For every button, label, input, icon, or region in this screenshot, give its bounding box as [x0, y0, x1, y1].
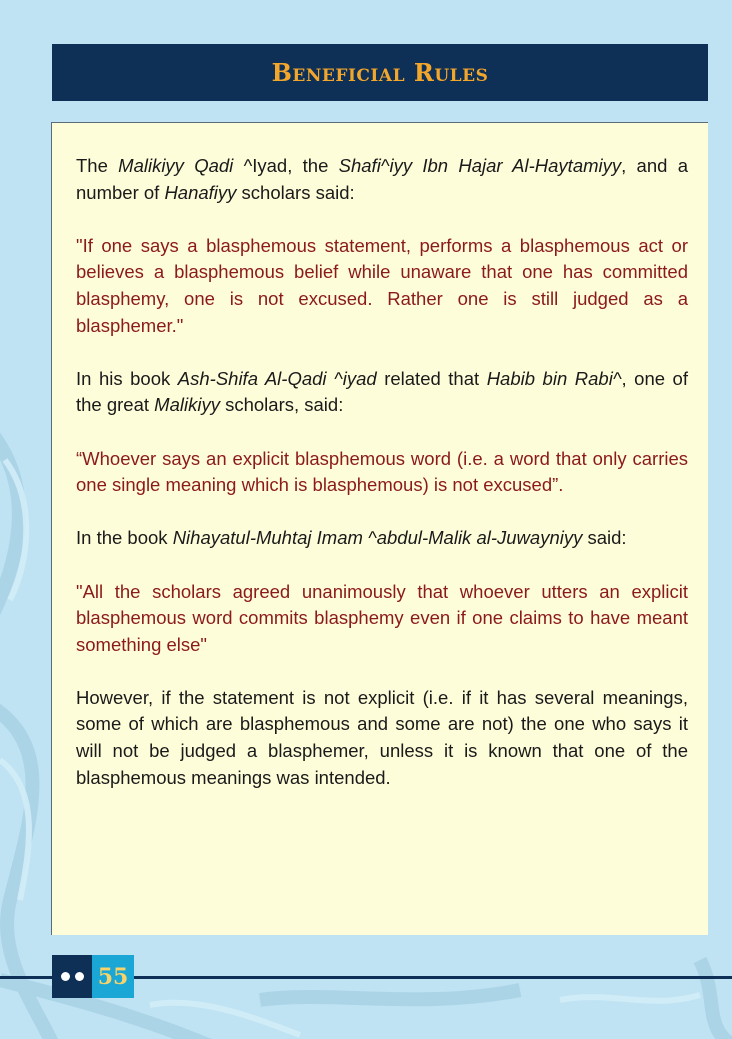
text-segment: In his book [76, 367, 178, 389]
header-bar [52, 44, 708, 101]
italic-term: Malikiyy Qadi [118, 155, 234, 176]
text-segment: , one of the great [76, 367, 688, 416]
italic-term: Shafi^iyy Ibn Hajar Al-Haytamiyy [338, 155, 622, 176]
page-number: 55 [92, 955, 134, 998]
text-segment: said: [582, 527, 627, 549]
italic-term: Nihayatul-Muhtaj Imam ^abdul-Malik al-Juwayniyy [172, 527, 583, 549]
content-box [51, 122, 708, 935]
italic-term: Habib bin Rabi^ [486, 367, 622, 389]
content-text [76, 153, 688, 818]
text-segment: The [76, 155, 119, 176]
quote-paragraph [76, 233, 688, 339]
text-segment: "If one says a blasphemous statement, performs a blasphemous act or believes a blasphemous belief while unaware that one has committed blasphemy, one is not excused. Rather one is still judged as a blasphemer." [76, 234, 688, 336]
dot-icon [61, 972, 70, 981]
text-segment: scholars, said: [219, 394, 344, 416]
dot-icon [75, 972, 84, 981]
italic-term: Ash-Shifa Al-Qadi ^iyad [177, 367, 377, 389]
italic-term: Hanafiyy [164, 181, 237, 203]
text-segment: “Whoever says an explicit blasphemous word (i.e. a word that only carries one single meaning which is blasphemous) is not excused”. [76, 447, 688, 496]
text-paragraph [76, 525, 688, 552]
quote-paragraph [76, 446, 688, 499]
text-paragraph [76, 153, 688, 206]
text-segment: , and a number of [76, 155, 688, 203]
text-segment: scholars said: [236, 181, 355, 203]
text-paragraph [76, 366, 688, 419]
text-segment: related that [376, 367, 487, 389]
text-segment: ^Iyad, the [233, 155, 339, 176]
text-segment: However, if the statement is not explicit (i.e. if it has several meanings, some of which are blasphemous and some are not) the one who says it will not be judged a blasphemer, unless it is known that one of the blasphemous meanings was intended. [76, 686, 688, 788]
text-paragraph [76, 685, 688, 791]
text-segment: "All the scholars agreed unanimously that whoever utters an explicit blasphemous word commits blasphemy even if one claims to have meant something else" [76, 580, 688, 655]
page-title: Beneficial Rules [271, 58, 489, 87]
page-dots [52, 955, 92, 998]
page-number-tab [52, 955, 134, 998]
quote-paragraph [76, 579, 688, 659]
text-segment: In the book [76, 527, 173, 549]
italic-term: Malikiyy [154, 394, 220, 416]
